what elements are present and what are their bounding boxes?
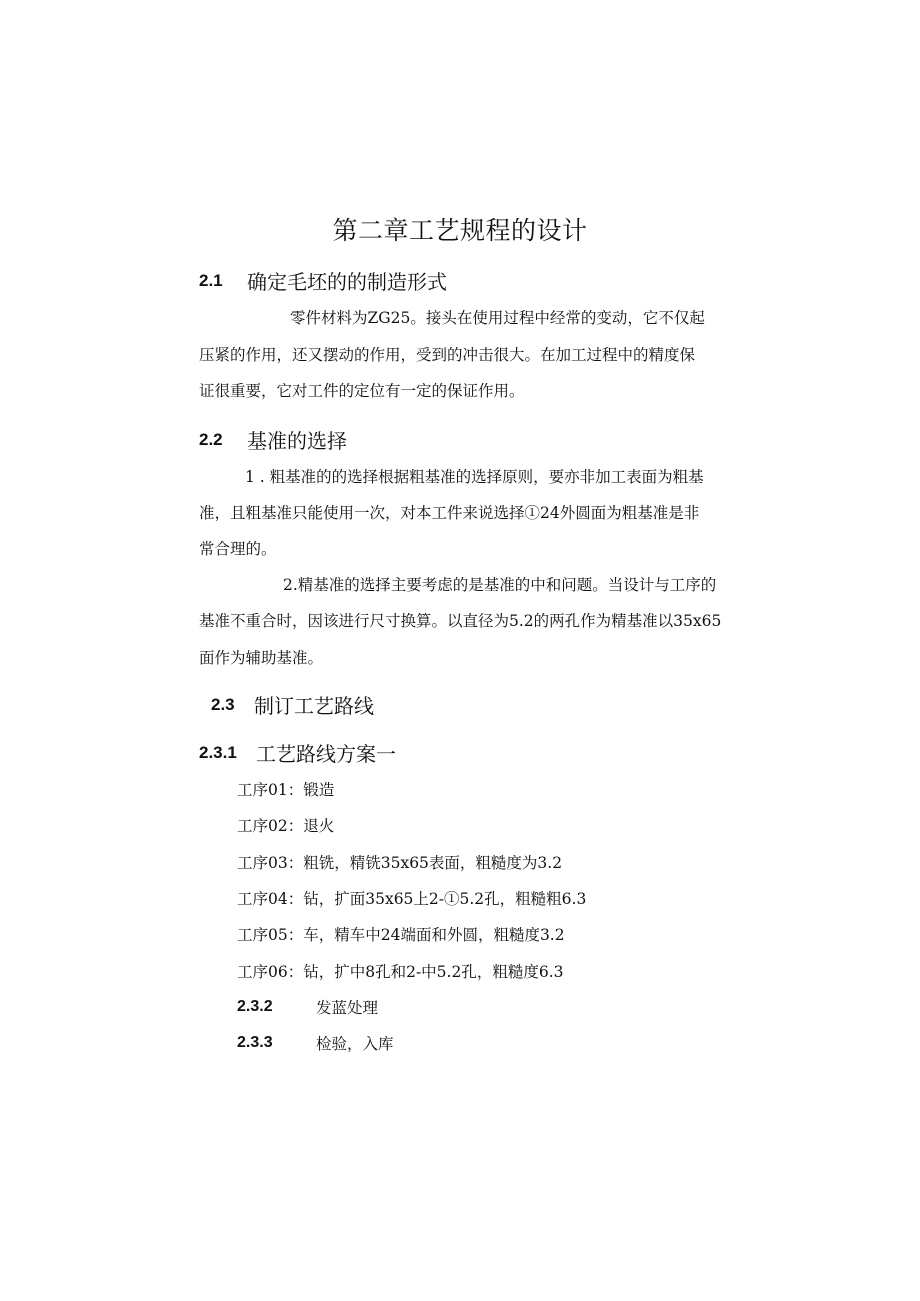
section-2-2-para1-line: 1 . 粗基准的的选择根据粗基准的选择原则，要亦非加工表面为粗基 [245,468,704,486]
section-2-2-title: 基准的选择 [247,429,347,453]
section-2-3-1-title: 工艺路线方案一 [256,742,396,766]
chapter-title: 第二章工艺规程的设计 [332,216,588,245]
section-2-3-3-number: 2.3.3 [237,1034,273,1051]
section-2-3-2-text: 发蓝处理 [316,999,379,1017]
section-2-3-3-text: 检验，入库 [316,1035,394,1053]
section-2-2-para2-line: 2.精基准的选择主要考虑的是基准的中和问题。当设计与工序的 [283,576,717,594]
section-2-1-title: 确定毛坯的的制造形式 [247,270,447,294]
section-2-2-para2-line: 基准不重合时，因该进行尺寸换算。以直径为5.2的两孔作为精基准以35x65 [199,612,722,630]
procedure-line: 工序03：粗铣，精铣35x65表面，粗糙度为3.2 [237,854,563,872]
section-2-1-line: 零件材料为ZG25。接头在使用过程中经常的变动，它不仅起 [290,309,705,327]
section-2-2-para1-line: 常合理的。 [199,540,277,558]
section-2-1-line: 压紧的作用，还又摆动的作用，受到的冲击很大。在加工过程中的精度保 [199,346,696,364]
section-2-1-line: 证很重要，它对工件的定位有一定的保证作用。 [199,382,525,400]
procedure-line: 工序01：锻造 [237,781,335,799]
section-2-1-number: 2.1 [199,271,223,290]
section-2-2-number: 2.2 [199,430,223,449]
section-2-3-1-number: 2.3.1 [199,743,237,762]
section-2-2-para2-line: 面作为辅助基准。 [199,649,324,667]
procedure-line: 工序06：钻，扩中8孔和2-中5.2孔，粗糙度6.3 [237,963,564,981]
section-2-3-number: 2.3 [211,695,235,714]
procedure-line: 工序05：车，精车中24端面和外圆，粗糙度3.2 [237,926,565,944]
section-2-3-title: 制订工艺路线 [254,694,374,718]
procedure-line: 工序02：退火 [237,817,335,835]
section-2-2-para1-line: 准，且粗基准只能使用一次，对本工件来说选择①24外圆面为粗基准是非 [199,504,700,522]
section-2-3-2-number: 2.3.2 [237,998,273,1015]
procedure-line: 工序04：钻，扩面35x65上2-①5.2孔，粗糙粗6.3 [237,890,587,908]
